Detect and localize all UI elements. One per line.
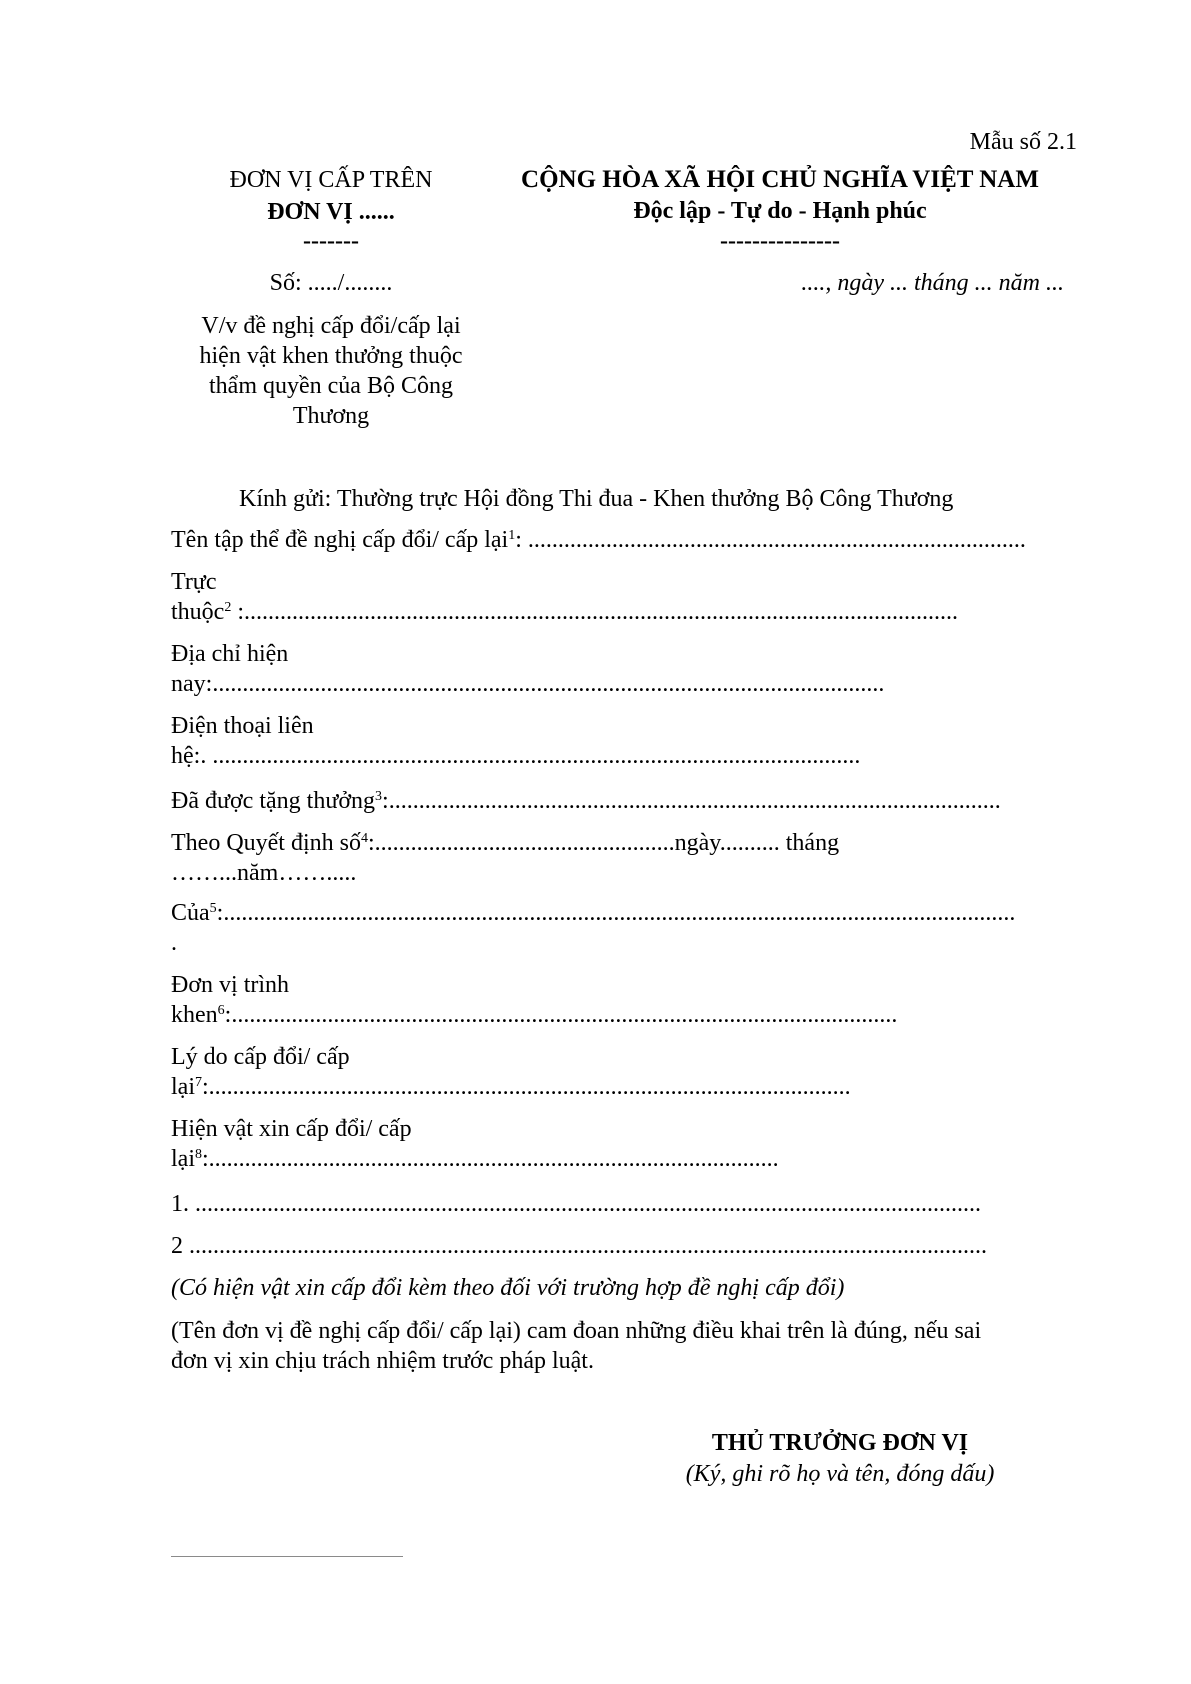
nation-motto: Độc lập - Tự do - Hạnh phúc — [633, 198, 927, 224]
signature-instruction: (Ký, ghi rõ họ và tên, đóng dấu) — [685, 1461, 995, 1487]
field-dots: nay:................................................................................................................ — [171, 671, 885, 697]
field-dots: :.................................................................................................................................... — [216, 900, 1016, 926]
field-dots: :............................................................................................... — [202, 1146, 779, 1172]
header-left — [186, 165, 476, 195]
field-label: Tên tập thể đề nghị cấp đổi/ cấp lại — [171, 527, 509, 553]
field-awarded — [171, 786, 1086, 816]
document-number: Số: ...../........ — [269, 270, 393, 296]
footnote-ref: 5 — [209, 901, 217, 916]
field-label: Trực — [171, 569, 217, 595]
field-label: lại — [171, 1074, 195, 1100]
field-dots: ……...năm……..... — [171, 860, 357, 886]
footnote-ref: 8 — [195, 1147, 202, 1162]
field-dots: :............................................................................................................... — [224, 1002, 898, 1028]
document-subject — [166, 311, 496, 431]
footnote-separator — [171, 1556, 403, 1557]
field-decision — [171, 828, 1086, 888]
field-label: Của — [171, 900, 210, 926]
commitment-line: (Tên đơn vị đề nghị cấp đổi/ cấp lại) cam đoan những điều khai trên là đúng, nếu sai — [171, 1318, 982, 1344]
field-label: Địa chỉ hiện — [171, 641, 289, 667]
field-dots: . — [171, 930, 177, 956]
footnote-ref: 7 — [195, 1075, 202, 1090]
right-rule: --------------- — [720, 228, 840, 254]
parent-unit: ĐƠN VỊ CẤP TRÊN — [229, 167, 433, 193]
field-dots: :........................................................................................................... — [202, 1074, 851, 1100]
unit-name: ĐƠN VỊ ...... — [267, 199, 395, 225]
field-label: thuộc — [171, 599, 225, 625]
field-dots: : ................................................................................... — [515, 527, 1026, 553]
field-phone — [171, 711, 1086, 771]
subject-line: thẩm quyền của Bộ Công — [209, 373, 453, 399]
footnote-ref: 6 — [217, 1003, 225, 1018]
recipient: Kính gửi: Thường trực Hội đồng Thi đua - Khen thưởng Bộ Công Thương — [239, 486, 954, 512]
footnote-ref: 2 — [224, 600, 232, 615]
left-rule: ------- — [303, 228, 359, 254]
italic-note: (Có hiện vật xin cấp đổi kèm theo đối với trường hợp đề nghị cấp đổi) — [171, 1275, 845, 1301]
subject-line: hiện vật khen thưởng thuộc — [199, 343, 463, 369]
field-collective — [171, 525, 1086, 555]
list-item: 1. ................................................................................................................................... — [171, 1191, 981, 1217]
date-line: ...., ngày ... tháng ... năm ... — [801, 270, 1064, 296]
footnote-ref: 3 — [375, 789, 383, 804]
commitment — [171, 1316, 1086, 1376]
field-dots: :...................................................................................................... — [382, 788, 1001, 814]
field-dots: :....................................................................................................................... — [231, 599, 958, 625]
field-label: Theo Quyết định số — [171, 830, 361, 856]
field-label: Lý do cấp đổi/ cấp — [171, 1044, 350, 1070]
subject-line: V/v đề nghị cấp đổi/cấp lại — [201, 313, 461, 339]
field-label: khen — [171, 1002, 218, 1028]
field-label: Điện thoại liên — [171, 713, 314, 739]
commitment-line: đơn vị xin chịu trách nhiệm trước pháp luật. — [171, 1348, 594, 1374]
field-label: Đơn vị trình — [171, 972, 290, 998]
nation-name: CỘNG HÒA XÃ HỘI CHỦ NGHĨA VIỆT NAM — [521, 166, 1039, 193]
footnote-ref: 1 — [508, 528, 516, 543]
form-code: Mẫu số 2.1 — [969, 129, 1077, 155]
field-label: Đã được tặng thưởng — [171, 788, 376, 814]
field-affiliated — [171, 567, 1086, 627]
subject-line: Thương — [292, 403, 370, 429]
field-dots: :..................................................ngày.......... tháng — [367, 830, 840, 856]
field-dots: hệ:. ............................................................................................................ — [171, 743, 861, 769]
field-address — [171, 639, 1086, 699]
footnote-ref: 4 — [360, 831, 368, 846]
field-label: Hiện vật xin cấp đổi/ cấp — [171, 1116, 412, 1142]
list-item: 2 ..................................................................................................................................... — [171, 1233, 987, 1259]
field-items — [171, 1114, 1086, 1174]
signature-title: THỦ TRƯỞNG ĐƠN VỊ — [711, 1430, 969, 1456]
field-proposer — [171, 970, 1086, 1030]
field-reason — [171, 1042, 1086, 1102]
field-of — [171, 898, 1086, 958]
field-label: lại — [171, 1146, 195, 1172]
